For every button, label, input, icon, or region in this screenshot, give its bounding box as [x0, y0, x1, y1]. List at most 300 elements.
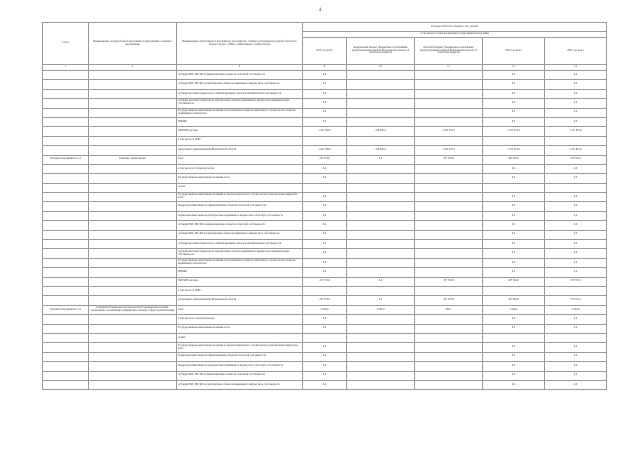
table-body	[43, 71, 607, 390]
program-name-cell	[89, 164, 177, 173]
value-2020: 0,0	[483, 324, 545, 333]
source-cell: департамент здравоохранения Воронежской области	[177, 146, 303, 155]
value-2019-total: 237 333,8	[303, 155, 347, 164]
program-name-cell	[89, 343, 177, 352]
status-cell	[43, 136, 89, 145]
value-2021: 1 471 801,9	[545, 127, 607, 136]
value-federal: 238 329,4	[347, 146, 415, 155]
value-regional	[415, 80, 483, 89]
value-2021: 0,0	[545, 174, 607, 183]
table-row	[43, 230, 607, 239]
value-2019-total	[303, 183, 347, 192]
value-regional	[415, 136, 483, 145]
program-name-cell	[89, 258, 177, 267]
value-regional	[415, 324, 483, 333]
column-number: 1	[43, 65, 89, 71]
value-2020: 267 904,0	[483, 155, 545, 164]
program-name-cell	[89, 240, 177, 249]
program-name-cell	[89, 324, 177, 333]
program-name-cell	[89, 362, 177, 371]
value-2021: 0,0	[545, 315, 607, 324]
program-name-cell	[89, 286, 177, 295]
value-2019-total: 0,0	[303, 230, 347, 239]
source-cell: бюджетные инвестиции на финансирование объектов областной собственности	[177, 202, 303, 211]
value-2019-total: 237 333,8	[303, 296, 347, 305]
value-federal	[347, 343, 415, 352]
value-regional	[415, 108, 483, 117]
table-row	[43, 333, 607, 342]
program-name-cell	[89, 193, 177, 202]
value-2020: 0,0	[483, 371, 545, 380]
value-2019-total: 0,0	[303, 362, 347, 371]
value-federal	[347, 268, 415, 277]
value-regional	[415, 371, 483, 380]
status-cell	[43, 221, 89, 230]
status-cell	[43, 286, 89, 295]
table-row	[43, 380, 607, 389]
table-row	[43, 240, 607, 249]
table-row	[43, 371, 607, 380]
value-2021: 278 716,3	[545, 155, 607, 164]
value-2019-total: 0,0	[303, 315, 347, 324]
table-row	[43, 258, 607, 267]
value-2021: 0,0	[545, 249, 607, 258]
value-regional	[415, 352, 483, 361]
status-cell	[43, 71, 89, 80]
value-2019-total: 0,0	[303, 249, 347, 258]
status-cell	[43, 164, 89, 173]
value-federal	[347, 193, 415, 202]
program-name-cell	[89, 296, 177, 305]
value-2020: 0,0	[483, 240, 545, 249]
value-2021: 2 244,6	[545, 305, 607, 314]
value-federal	[347, 136, 415, 145]
status-cell	[43, 277, 89, 286]
source-cell: Государственные капитальные вложения (за исключением объектов капитального строительства объектов недвижимого имущества)	[177, 108, 303, 117]
header-year-2019-total: 2019 год, всего	[303, 38, 347, 65]
source-cell: Государственные капитальные вложения, всего	[177, 324, 303, 333]
table-row	[43, 164, 607, 173]
source-cell: департамент здравоохранения Воронежской области	[177, 296, 303, 305]
status-cell	[43, 315, 89, 324]
source-cell: субсидии местным бюджетам на приобретение объектов недвижимого имущества в муниципальную собственность	[177, 99, 303, 108]
table-row	[43, 136, 607, 145]
source-cell: из них:	[177, 333, 303, 342]
program-name-cell	[89, 127, 177, 136]
value-2021	[545, 183, 607, 192]
value-federal	[347, 362, 415, 371]
status-cell	[43, 380, 89, 389]
value-2021: 0,0	[545, 240, 607, 249]
status-cell: Основное мероприятие 2.12	[43, 305, 89, 314]
source-cell: Государственные капитальные вложения в объекты капитального строительства и приобретение имущества, всего	[177, 193, 303, 202]
column-number: 11	[415, 65, 483, 71]
value-federal: 238 329,4	[347, 127, 415, 136]
program-name-cell: Совершенствование высокотехнологичной медицинской помощи, организаций, оказывающих медицинскую помощь в сфере трансплантации	[89, 305, 177, 314]
status-cell	[43, 99, 89, 108]
value-2020	[483, 136, 545, 145]
value-2021: 0,0	[545, 99, 607, 108]
source-cell: всего	[177, 155, 303, 164]
status-cell	[43, 89, 89, 98]
table-row	[43, 296, 607, 305]
status-cell	[43, 174, 89, 183]
value-federal	[347, 108, 415, 117]
status-cell: Основное мероприятие 2.11	[43, 155, 89, 164]
value-2021: 0,0	[545, 71, 607, 80]
value-2021	[545, 333, 607, 342]
program-name-cell	[89, 136, 177, 145]
value-2021: 0,0	[545, 80, 607, 89]
value-federal	[347, 221, 415, 230]
value-2019-total: 0,0	[303, 352, 347, 361]
value-regional	[415, 268, 483, 277]
source-cell: НИОКР	[177, 117, 303, 126]
program-name-cell	[89, 99, 177, 108]
table-row	[43, 193, 607, 202]
table-row	[43, 249, 607, 258]
value-federal: 0,0	[347, 296, 415, 305]
value-federal	[347, 249, 415, 258]
source-cell: бюджетные инвестиции на приобретение недвижимого имущества в областную собственность	[177, 211, 303, 220]
value-regional	[415, 202, 483, 211]
value-2019-total: 1 441 308,6	[303, 127, 347, 136]
header-regional: областной бюджет (бюджетные ассигнования, предусмотренные законом Воронежской области об областном бюджете)	[415, 38, 483, 65]
source-cell: субсидии местным бюджетам на софинансирование объектов муниципальной собственности	[177, 89, 303, 98]
value-2019-total: 0,0	[303, 380, 347, 389]
value-2021: 0,0	[545, 108, 607, 117]
source-cell: в том числе по статьям расходов:	[177, 315, 303, 324]
value-federal	[347, 99, 415, 108]
value-2019-total: 0,0	[303, 71, 347, 80]
source-cell: субсидии ЮЛ, ИП, ФЛ на приобретение объектов недвижимого имущества в собственность	[177, 230, 303, 239]
header-years-group: в том числе по годам реализации государственной программы	[303, 32, 607, 38]
value-2019-total	[303, 286, 347, 295]
value-2020: 0,0	[483, 108, 545, 117]
column-number: 2	[89, 65, 177, 71]
header-status: Статус	[43, 23, 89, 65]
value-regional	[415, 380, 483, 389]
program-name-cell	[89, 352, 177, 361]
source-cell: всего	[177, 305, 303, 314]
source-cell: Государственные капитальные вложения в объекты капитального строительства и приобретение имущества, всего	[177, 343, 303, 352]
status-cell	[43, 240, 89, 249]
value-regional	[415, 362, 483, 371]
table-row	[43, 174, 607, 183]
value-federal: 0,0	[347, 155, 415, 164]
program-name-cell	[89, 71, 177, 80]
program-name-cell	[89, 89, 177, 98]
status-cell	[43, 296, 89, 305]
column-number: 9	[303, 65, 347, 71]
value-federal	[347, 117, 415, 126]
table-row	[43, 221, 607, 230]
value-2019-total	[303, 136, 347, 145]
program-name-cell	[89, 108, 177, 117]
value-2019-total: 0,0	[303, 202, 347, 211]
value-2019-total: 0,0	[303, 258, 347, 267]
source-cell: бюджетные инвестиции на приобретение недвижимого имущества в областную собственность	[177, 362, 303, 371]
page-number: 4	[318, 8, 322, 13]
value-regional	[415, 286, 483, 295]
value-2019-total: 0,0	[303, 371, 347, 380]
value-2019-total: 0,0	[303, 193, 347, 202]
value-2021: 0,0	[545, 380, 607, 389]
value-2020: 2 244,6	[483, 305, 545, 314]
value-2020: 0,0	[483, 71, 545, 80]
source-cell: бюджетные инвестиции на финансирование объектов областной собственности	[177, 352, 303, 361]
source-cell: субсидии ЮЛ, ИП, ФЛ на финансирование объектов областной собственности	[177, 221, 303, 230]
value-regional	[415, 333, 483, 342]
program-name-cell	[89, 380, 177, 389]
program-name-cell	[89, 174, 177, 183]
value-2021: 1 471 801,9	[545, 146, 607, 155]
value-2020: 267 904,0	[483, 277, 545, 286]
value-2020: 0,0	[483, 380, 545, 389]
value-regional	[415, 193, 483, 202]
value-2020: 0,0	[483, 164, 545, 173]
value-2021: 0,0	[545, 89, 607, 98]
budget-table	[42, 22, 607, 390]
status-cell	[43, 268, 89, 277]
value-2021: 278 716,3	[545, 277, 607, 286]
status-cell	[43, 258, 89, 267]
status-cell	[43, 324, 89, 333]
value-2021	[545, 286, 607, 295]
value-regional	[415, 164, 483, 173]
value-2020: 0,0	[483, 258, 545, 267]
value-2020: 0,0	[483, 268, 545, 277]
value-2019-total: 0,0	[303, 80, 347, 89]
table-row	[43, 108, 607, 117]
value-2020: 0,0	[483, 117, 545, 126]
value-2019-total: 0,0	[303, 211, 347, 220]
value-regional	[415, 221, 483, 230]
value-2019-total: 2 244,6	[303, 305, 347, 314]
value-2020: 0,0	[483, 174, 545, 183]
status-cell	[43, 202, 89, 211]
source-cell: ПРОЧИЕ расходы	[177, 127, 303, 136]
value-federal	[347, 183, 415, 192]
source-cell: субсидии ЮЛ, ИП, ФЛ на финансирование объектов областной собственности	[177, 371, 303, 380]
value-2020: 1 015 374,8	[483, 146, 545, 155]
value-2019-total: 0,0	[303, 174, 347, 183]
table-row	[43, 183, 607, 192]
value-2020	[483, 183, 545, 192]
program-name-cell	[89, 315, 177, 324]
value-federal	[347, 211, 415, 220]
value-regional	[415, 174, 483, 183]
column-number: 13	[545, 65, 607, 71]
status-cell	[43, 230, 89, 239]
source-cell: ПРОЧИЕ расходы	[177, 277, 303, 286]
value-2019-total: 0,0	[303, 117, 347, 126]
status-cell	[43, 146, 89, 155]
value-2019-total: 0,0	[303, 221, 347, 230]
table-row	[43, 127, 607, 136]
status-cell	[43, 371, 89, 380]
table-row	[43, 202, 607, 211]
source-cell: субсидии ЮЛ, ИП, ФЛ на приобретение объектов недвижимого имущества в собственность	[177, 380, 303, 389]
value-regional	[415, 183, 483, 192]
table-header	[43, 23, 607, 71]
table-row	[43, 89, 607, 98]
value-federal	[347, 371, 415, 380]
header-program-name: Наименование государственной программы, подпрограммы, основного мероприятия	[89, 23, 177, 65]
value-federal	[347, 380, 415, 389]
column-number: 3	[177, 65, 303, 71]
status-cell	[43, 183, 89, 192]
value-2019-total: 0,0	[303, 108, 347, 117]
header-source: Наименование ответственного исполнителя, исполнителя - главного распорядителя средств областного бюджета (далее - ГРБС), наименование статей расходов	[177, 23, 303, 65]
status-cell	[43, 108, 89, 117]
value-2021: 0,0	[545, 362, 607, 371]
value-2019-total: 0,0	[303, 343, 347, 352]
program-name-cell	[89, 221, 177, 230]
table-row	[43, 277, 607, 286]
table-row	[43, 324, 607, 333]
value-federal	[347, 230, 415, 239]
table-row	[43, 146, 607, 155]
value-federal	[347, 164, 415, 173]
value-2021	[545, 136, 607, 145]
value-2020: 0,0	[483, 249, 545, 258]
value-2020: 0,0	[483, 352, 545, 361]
value-2021: 0,0	[545, 221, 607, 230]
value-2019-total: 0,0	[303, 89, 347, 98]
source-cell: субсидии местным бюджетам на приобретение объектов недвижимого имущества в муниципальную собственность	[177, 249, 303, 258]
program-name-cell	[89, 249, 177, 258]
status-cell	[43, 352, 89, 361]
value-regional	[415, 315, 483, 324]
status-cell	[43, 343, 89, 352]
value-federal	[347, 352, 415, 361]
value-2020: 1 015 374,8	[483, 127, 545, 136]
value-2021: 0,0	[545, 371, 607, 380]
table-row	[43, 343, 607, 352]
program-name-cell	[89, 183, 177, 192]
source-cell: субсидии местным бюджетам на софинансирование объектов муниципальной собственности	[177, 240, 303, 249]
value-federal	[347, 333, 415, 342]
table-row	[43, 155, 607, 164]
value-federal: 1 987,9	[347, 305, 415, 314]
program-name-cell	[89, 80, 177, 89]
program-name-cell	[89, 230, 177, 239]
value-2019-total	[303, 333, 347, 342]
value-federal	[347, 315, 415, 324]
value-federal	[347, 324, 415, 333]
value-2020: 0,0	[483, 221, 545, 230]
source-cell: Государственные капитальные вложения (за исключением объектов капитального строительства объектов недвижимого имущества)	[177, 258, 303, 267]
value-2020: 0,0	[483, 211, 545, 220]
program-name-cell	[89, 277, 177, 286]
header-budget-group: Расходы областного бюджета, тыс. рублей	[303, 23, 607, 32]
source-cell: в том числе по ГРБС:	[177, 286, 303, 295]
value-2021: 0,0	[545, 268, 607, 277]
column-number: 12	[483, 65, 545, 71]
program-name-cell	[89, 211, 177, 220]
value-2021: 0,0	[545, 202, 607, 211]
value-regional	[415, 89, 483, 98]
value-regional	[415, 99, 483, 108]
value-regional: 1 202 979,2	[415, 146, 483, 155]
value-2020	[483, 333, 545, 342]
value-2019-total: 0,0	[303, 99, 347, 108]
value-2019-total: 0,0	[303, 240, 347, 249]
table-row	[43, 268, 607, 277]
value-2020: 0,0	[483, 362, 545, 371]
value-regional: 1 202 979,2	[415, 127, 483, 136]
value-2020: 0,0	[483, 230, 545, 239]
source-cell: в том числе по статьям расходов:	[177, 164, 303, 173]
value-2019-total: 237 333,8	[303, 277, 347, 286]
status-cell	[43, 117, 89, 126]
value-regional	[415, 258, 483, 267]
program-name-cell	[89, 268, 177, 277]
value-2021: 0,0	[545, 258, 607, 267]
header-year-2020: 2020 год, всего	[483, 38, 545, 65]
header-year-2021: 2021 год, всего	[545, 38, 607, 65]
value-2021: 0,0	[545, 117, 607, 126]
value-regional	[415, 249, 483, 258]
value-federal	[347, 89, 415, 98]
table-row	[43, 362, 607, 371]
value-2021: 0,0	[545, 352, 607, 361]
source-cell: субсидии ЮЛ, ИП, ФЛ на финансирование объектов областной собственности	[177, 71, 303, 80]
table-row	[43, 80, 607, 89]
value-regional	[415, 343, 483, 352]
program-name-cell	[89, 202, 177, 211]
value-2020: 0,0	[483, 315, 545, 324]
value-2020	[483, 286, 545, 295]
value-federal	[347, 202, 415, 211]
table-row	[43, 117, 607, 126]
value-2020: 0,0	[483, 89, 545, 98]
value-regional	[415, 211, 483, 220]
value-federal	[347, 174, 415, 183]
value-2021: 0,0	[545, 230, 607, 239]
status-cell	[43, 127, 89, 136]
value-regional	[415, 117, 483, 126]
value-2020: 0,0	[483, 80, 545, 89]
value-2019-total: 0,0	[303, 164, 347, 173]
table-row	[43, 71, 607, 80]
table-row	[43, 286, 607, 295]
status-cell	[43, 193, 89, 202]
value-federal	[347, 80, 415, 89]
source-cell: в том числе по ГРБС:	[177, 136, 303, 145]
status-cell	[43, 80, 89, 89]
source-cell: НИОКР	[177, 268, 303, 277]
status-cell	[43, 211, 89, 220]
value-federal	[347, 258, 415, 267]
value-2020: 0,0	[483, 202, 545, 211]
value-2019-total: 0,0	[303, 324, 347, 333]
value-2019-total: 1 441 308,6	[303, 146, 347, 155]
value-2021: 0,0	[545, 164, 607, 173]
value-2021: 278 716,3	[545, 296, 607, 305]
status-cell	[43, 362, 89, 371]
value-federal	[347, 240, 415, 249]
value-2020: 0,0	[483, 343, 545, 352]
value-regional: 256,7	[415, 305, 483, 314]
program-name-cell	[89, 146, 177, 155]
column-number: 10	[347, 65, 415, 71]
value-regional	[415, 71, 483, 80]
status-cell	[43, 249, 89, 258]
program-name-cell	[89, 117, 177, 126]
program-name-cell	[89, 333, 177, 342]
